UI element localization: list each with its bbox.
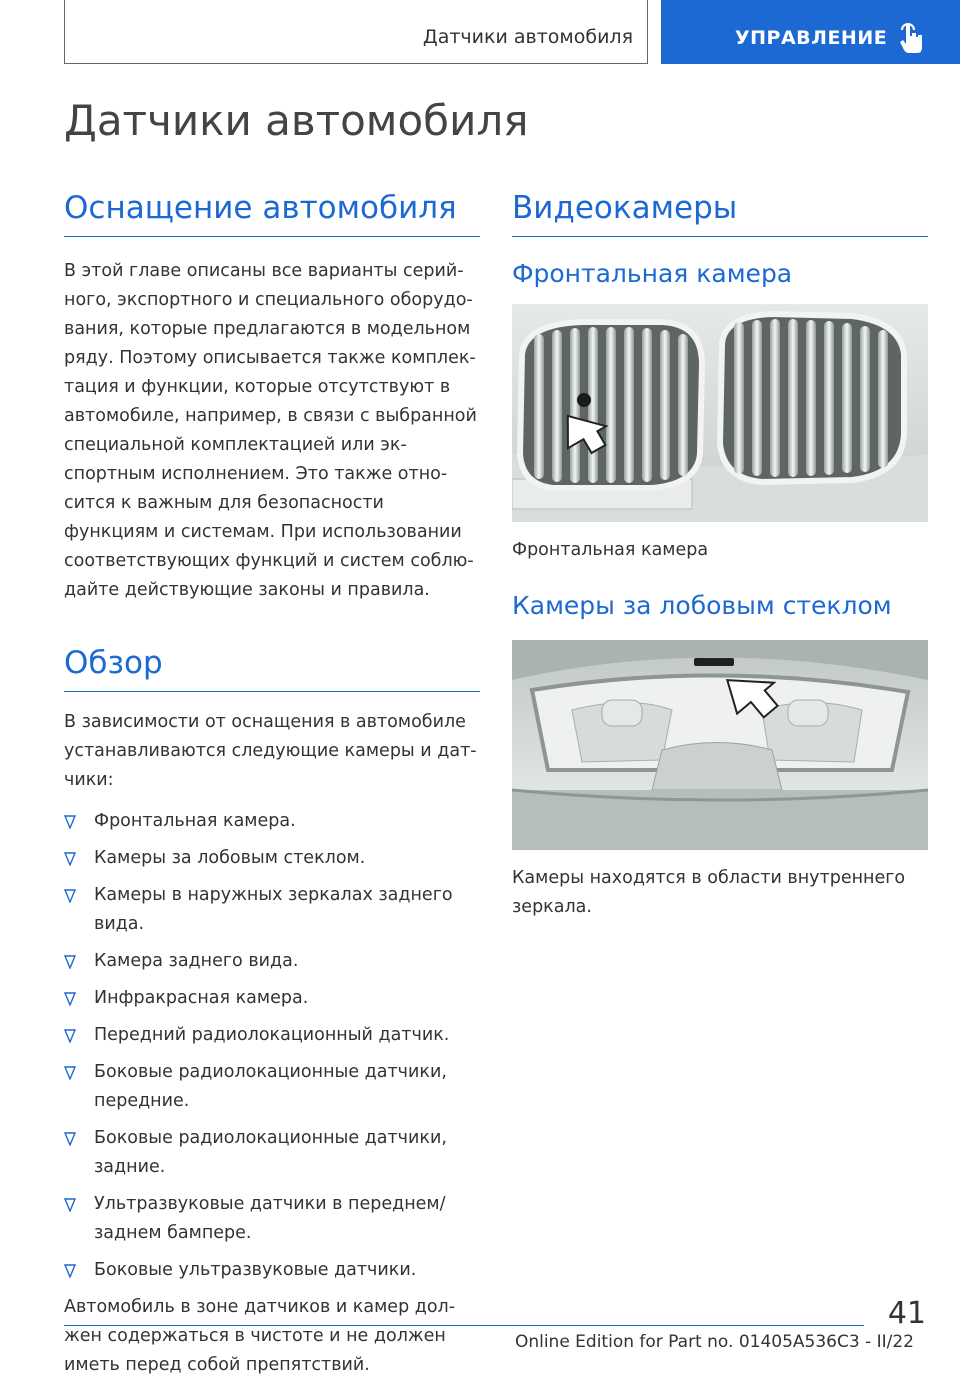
windshield-camera-caption: Камеры находятся в области внутреннего зеркала. xyxy=(512,868,906,917)
overview-intro: В зависимости от оснащения в автомобиле устанавливаются следующие камеры и датчики: xyxy=(64,712,477,790)
list-item-text: Фронтальная камера. xyxy=(94,811,296,831)
bullet-triangle-icon xyxy=(64,992,76,1006)
list-item-text: Передний радиолокационный датчик. xyxy=(94,1025,450,1045)
list-item-text: Ультразвуковые датчики в переднем/ заднем бампере. xyxy=(94,1194,446,1243)
list-item xyxy=(64,1058,480,1116)
sensor-list xyxy=(64,807,480,1285)
list-item-text: Боковые радиолокационные датчики, передние. xyxy=(94,1062,447,1111)
header-chapter-label: УПРАВЛЕНИЕ xyxy=(735,27,888,49)
equipment-heading: Оснащение автомобиля xyxy=(64,190,480,237)
list-item-text: Инфракрасная камера. xyxy=(94,988,309,1008)
list-item xyxy=(64,844,480,873)
footer-divider xyxy=(64,1325,864,1326)
bullet-triangle-icon xyxy=(64,852,76,866)
list-item xyxy=(64,881,480,939)
overview-heading: Обзор xyxy=(64,645,480,692)
footer-edition: Online Edition for Part no. 01405A536C3 - II/22 xyxy=(514,1332,914,1352)
windshield-camera-image xyxy=(512,640,928,850)
list-item xyxy=(64,1190,480,1248)
overview-outro: Автомобиль в зоне датчиков и камер должен содержаться в чистоте и не должен иметь перед собой препятствий. xyxy=(64,1297,456,1375)
bullet-triangle-icon xyxy=(64,1264,76,1278)
page-title: Датчики автомобиля xyxy=(64,96,529,145)
list-item-text: Камеры в наружных зеркалах заднего вида. xyxy=(94,885,453,934)
right-column xyxy=(512,190,928,922)
bullet-triangle-icon xyxy=(64,889,76,903)
front-camera-caption: Фронтальная камера xyxy=(512,540,709,560)
bullet-triangle-icon xyxy=(64,1029,76,1043)
list-item xyxy=(64,1021,480,1050)
list-item-text: Камера заднего вида. xyxy=(94,951,299,971)
list-item-text: Боковые радиолокационные датчики, задние. xyxy=(94,1128,447,1177)
list-item-text: Камеры за лобовым стеклом. xyxy=(94,848,366,868)
header-section-box xyxy=(64,0,648,64)
bullet-triangle-icon xyxy=(64,1132,76,1146)
page-number: 41 xyxy=(887,1296,926,1331)
front-camera-image xyxy=(512,304,928,522)
list-item xyxy=(64,1124,480,1182)
header-section-title: Датчики автомобиля xyxy=(422,26,633,48)
windshield-camera-heading: Камеры за лобовым стеклом xyxy=(512,591,892,620)
list-item xyxy=(64,807,480,836)
left-column xyxy=(64,190,480,1380)
list-item xyxy=(64,947,480,976)
list-item-text: Боковые ультразвуковые датчики. xyxy=(94,1260,417,1280)
list-item xyxy=(64,984,480,1013)
bullet-triangle-icon xyxy=(64,815,76,829)
front-grille-illustration xyxy=(512,304,928,522)
list-item xyxy=(64,1256,480,1285)
car-interior-illustration xyxy=(512,640,928,850)
hand-pointer-icon xyxy=(897,22,927,54)
front-camera-heading: Фронтальная камера xyxy=(512,259,793,288)
bullet-triangle-icon xyxy=(64,955,76,969)
header-chapter-tab[interactable] xyxy=(661,0,960,64)
bullet-triangle-icon xyxy=(64,1198,76,1212)
equipment-text: В этой главе описаны все варианты серийного, экспортного и специального оборудования, которые предлагаются в модельном ряду. Поэтому описывается также комплектация и функции, которые отсутствуют в автомобиле, например, в связи с выбранной специальной комплектацией или экспортным исполнением. Это также относится к важным для безопасности функциям и системам. При использовании соответствующих функций и систем соблюдайте действующие законы и правила. xyxy=(64,261,477,600)
cameras-heading: Видеокамеры xyxy=(512,190,928,237)
bullet-triangle-icon xyxy=(64,1066,76,1080)
